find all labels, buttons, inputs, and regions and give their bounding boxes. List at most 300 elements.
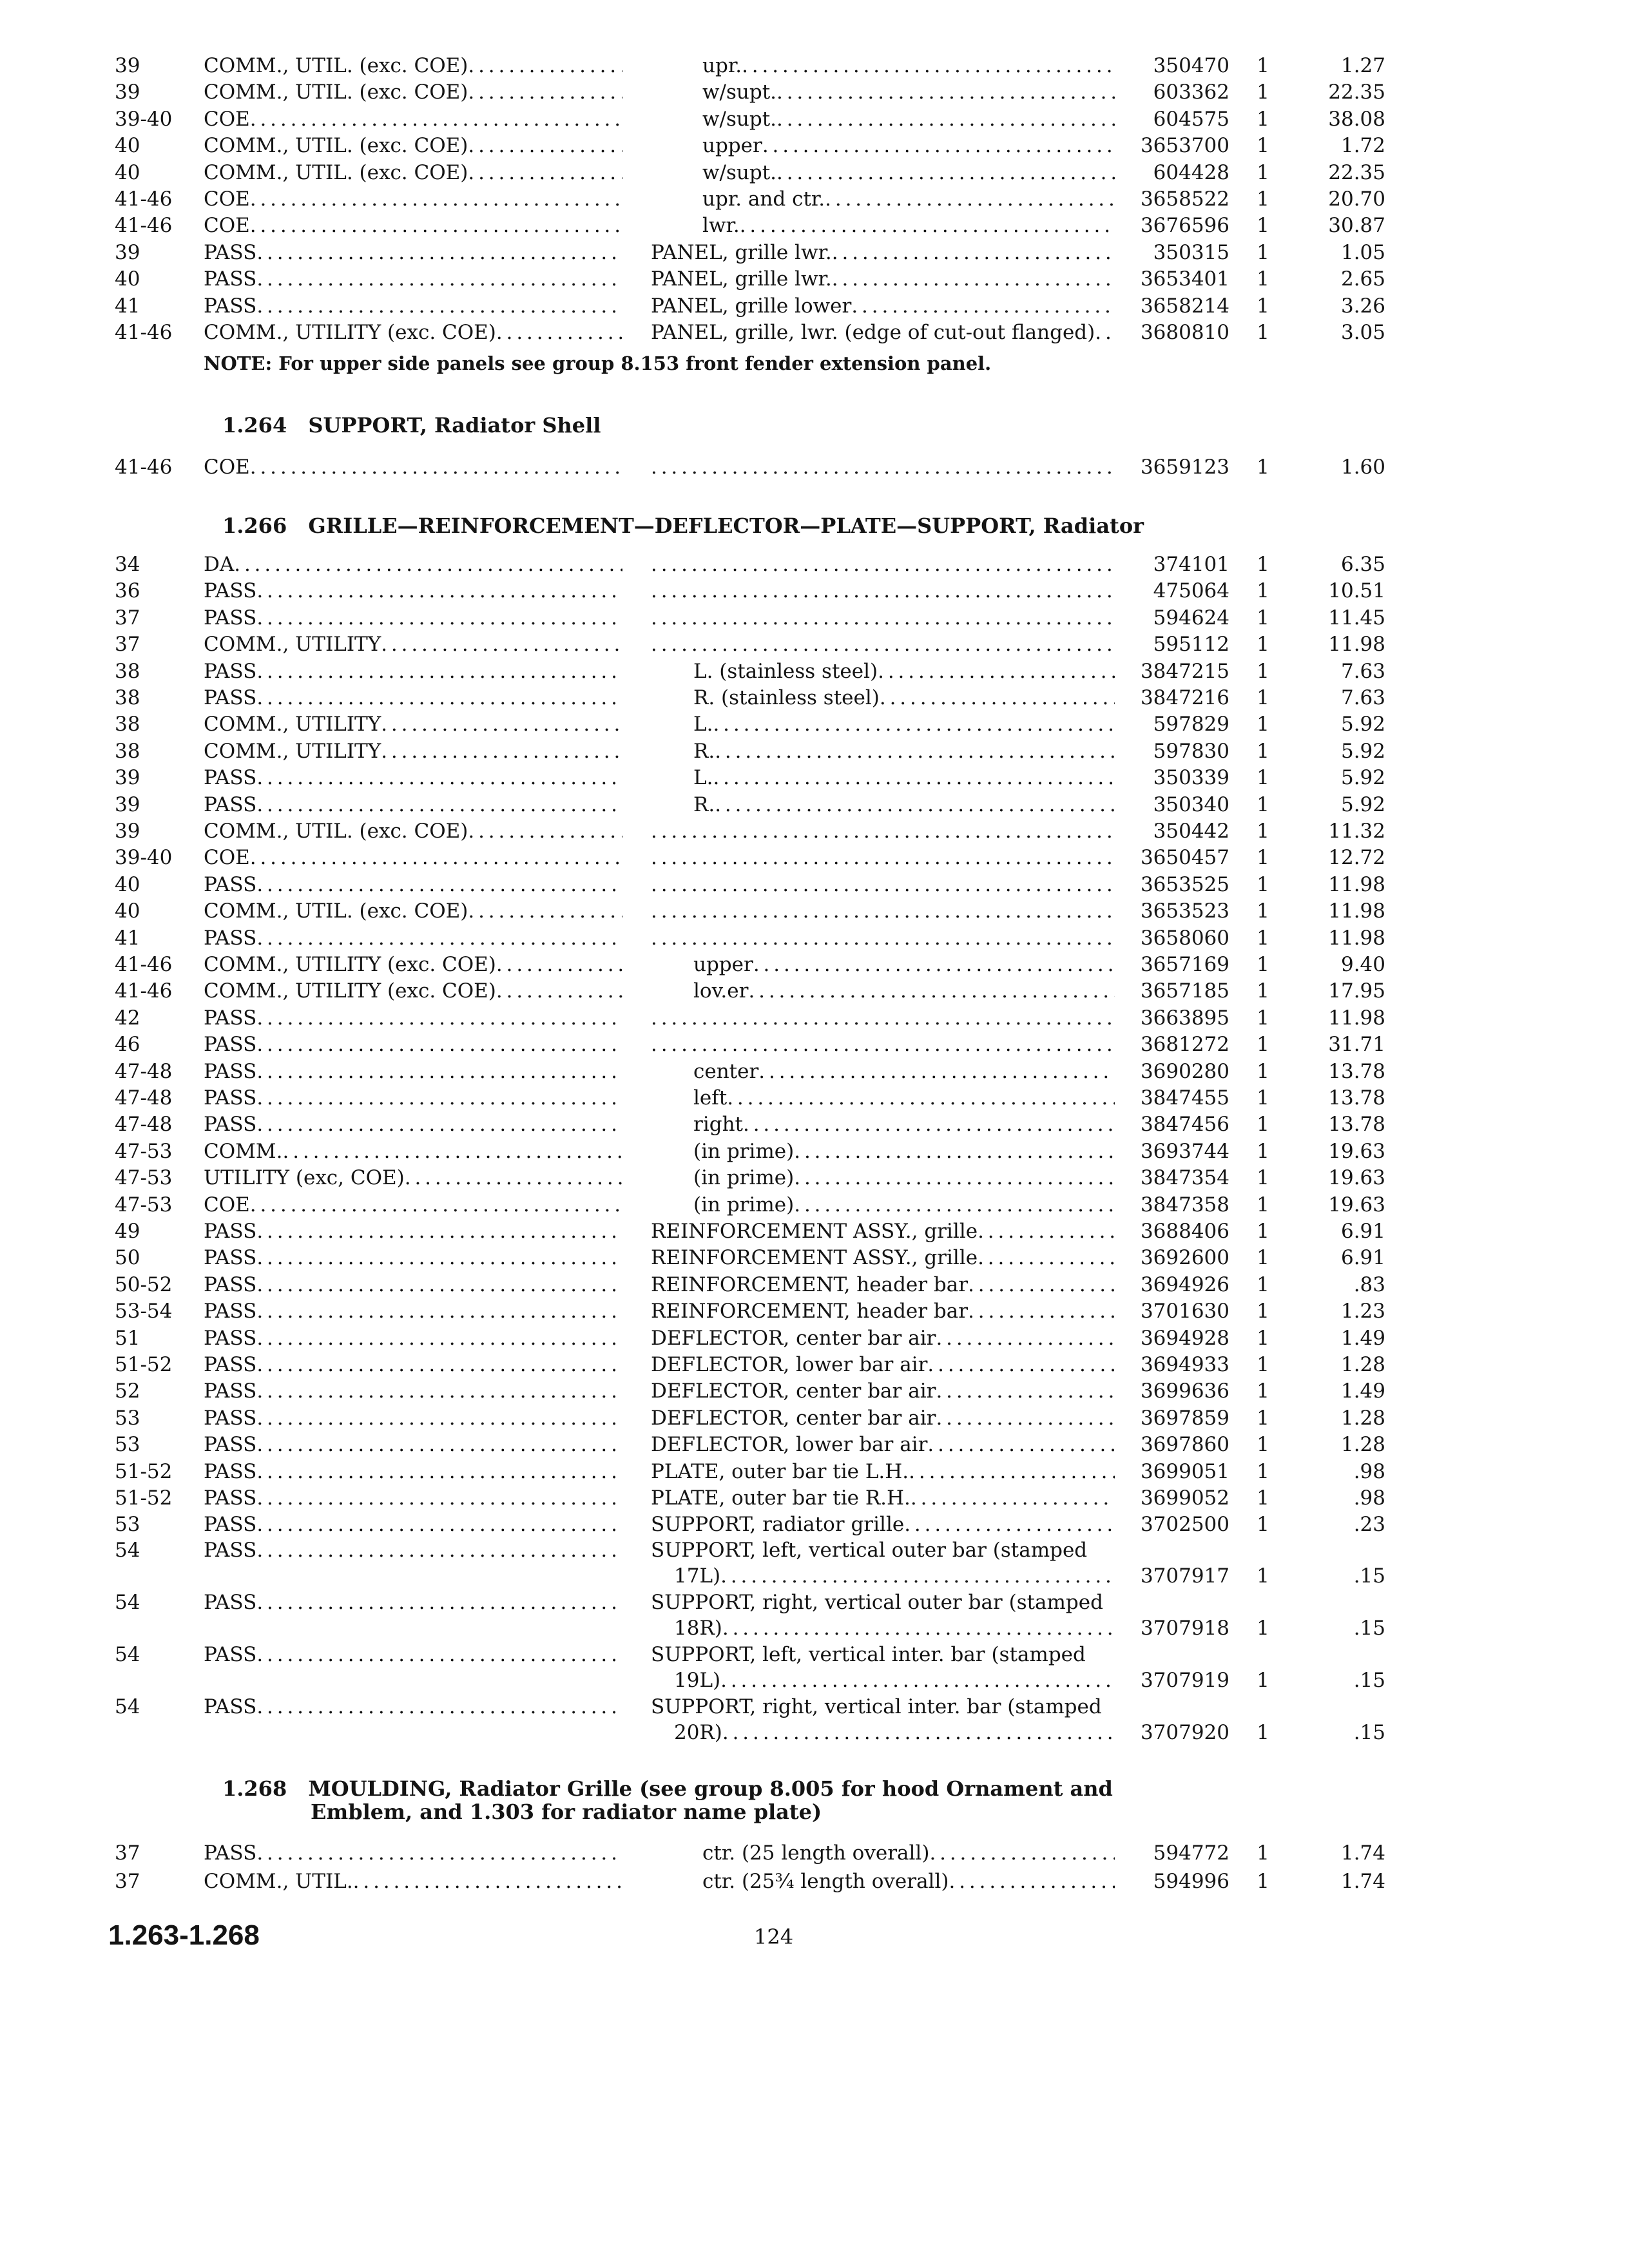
description-cell — [651, 1272, 1115, 1298]
quantity-cell: 1 — [1257, 1326, 1269, 1350]
price-cell: 20.70 — [1328, 187, 1385, 211]
description-cell-text: R. — [693, 739, 715, 763]
model-cell-text: COMM., UTIL. (exc. COE) — [204, 899, 468, 923]
part-number-cell: 3657169 — [1140, 953, 1229, 976]
model-cell — [204, 1245, 622, 1271]
description-cell — [651, 872, 1115, 898]
parts-row — [0, 213, 1629, 238]
parts-row — [0, 1642, 1629, 1693]
parts-row — [0, 1085, 1629, 1111]
year-cell: 51-52 — [115, 1353, 173, 1376]
quantity-cell: 1 — [1257, 953, 1269, 976]
description-cell-text: DEFLECTOR, lower bar air — [651, 1433, 928, 1457]
description-cell — [651, 1192, 1115, 1218]
part-number-cell: 3707918 — [1140, 1617, 1229, 1640]
quantity-cell: 1 — [1257, 659, 1269, 683]
year-cell: 54 — [115, 1695, 140, 1718]
price-cell: 38.08 — [1328, 107, 1385, 131]
model-cell — [204, 106, 622, 132]
parts-row — [0, 1869, 1629, 1894]
model-cell — [204, 1512, 622, 1537]
parts-row — [0, 106, 1629, 132]
year-cell: 52 — [115, 1379, 140, 1403]
model-cell-text: PASS — [204, 1326, 257, 1350]
part-number-cell: 350340 — [1153, 793, 1229, 816]
part-number-cell: 3680810 — [1140, 321, 1229, 344]
model-cell-text: PASS — [204, 1459, 257, 1483]
parts-row — [0, 1111, 1629, 1137]
part-number-cell: 3847215 — [1140, 659, 1229, 683]
description-line-2 — [651, 1563, 1115, 1589]
parts-row — [0, 845, 1629, 870]
model-cell — [204, 1165, 622, 1191]
model-cell-text: PASS — [204, 579, 257, 603]
description-cell-text: REINFORCEMENT, header bar — [651, 1300, 969, 1323]
quantity-cell: 1 — [1257, 1870, 1269, 1893]
price-cell: 5.92 — [1340, 793, 1385, 816]
quantity-cell: 1 — [1257, 1113, 1269, 1137]
quantity-cell: 1 — [1257, 1841, 1269, 1865]
parts-row — [0, 1005, 1629, 1031]
parts-row — [0, 1694, 1629, 1745]
price-cell: 6.35 — [1340, 553, 1385, 576]
model-cell — [204, 1192, 622, 1218]
description-cell-text: PLATE, outer bar tie R.H. — [651, 1486, 911, 1510]
model-cell — [204, 765, 622, 791]
year-cell: 38 — [115, 713, 140, 736]
parts-row — [0, 1325, 1629, 1351]
model-cell — [204, 1325, 622, 1351]
description-cell-text: L. — [693, 713, 713, 736]
year-cell: 53 — [115, 1406, 140, 1430]
year-cell: 40 — [115, 899, 140, 923]
section-number: 1.268 — [222, 1776, 287, 1801]
part-number-cell: 350339 — [1153, 766, 1229, 790]
description-cell — [651, 1694, 1115, 1745]
year-cell: 47-53 — [115, 1166, 173, 1190]
part-number-cell: 3657185 — [1140, 979, 1229, 1003]
price-cell: 1.74 — [1340, 1841, 1385, 1865]
description-cell — [651, 1085, 1115, 1111]
price-cell: 30.87 — [1328, 214, 1385, 238]
description-cell — [651, 133, 1115, 159]
quantity-cell: 1 — [1257, 1139, 1269, 1163]
part-number-cell: 604575 — [1153, 107, 1229, 131]
year-cell: 46 — [115, 1033, 140, 1057]
quantity-cell: 1 — [1257, 134, 1269, 158]
price-cell: 11.32 — [1328, 820, 1385, 843]
description-cell — [651, 1840, 1115, 1866]
quantity-cell: 1 — [1257, 1564, 1269, 1588]
year-cell: 41-46 — [115, 321, 173, 344]
part-number-cell: 3693744 — [1140, 1139, 1229, 1163]
description-cell-text: upper — [693, 953, 753, 976]
part-number-cell: 3707917 — [1140, 1564, 1229, 1588]
description-cell-text: (in prime) — [693, 1139, 795, 1163]
quantity-cell: 1 — [1257, 1273, 1269, 1296]
model-cell — [204, 240, 622, 265]
description-cell-text: R. (stainless steel) — [693, 686, 880, 709]
price-cell: 10.51 — [1328, 579, 1385, 603]
parts-row — [0, 160, 1629, 186]
year-cell: 50 — [115, 1246, 140, 1270]
year-cell: 50-52 — [115, 1273, 173, 1296]
part-number-cell: 3688406 — [1140, 1220, 1229, 1243]
year-cell: 49 — [115, 1220, 140, 1243]
year-cell: 54 — [115, 1643, 140, 1666]
price-cell: 22.35 — [1328, 160, 1385, 184]
model-cell — [204, 658, 622, 684]
description-cell-text: L. (stainless steel) — [693, 659, 878, 683]
quantity-cell: 1 — [1257, 899, 1269, 923]
description-cell-text: left — [693, 1086, 728, 1110]
model-cell — [204, 293, 622, 319]
description-cell — [651, 658, 1115, 684]
part-number-cell: 3653401 — [1140, 267, 1229, 291]
model-cell-text: COE — [204, 214, 250, 238]
part-number-cell: 3847354 — [1140, 1166, 1229, 1190]
parts-row — [0, 1245, 1629, 1271]
parts-row — [0, 1272, 1629, 1298]
price-cell: 3.26 — [1340, 294, 1385, 318]
description-cell — [651, 79, 1115, 105]
model-cell-text: PASS — [204, 1486, 257, 1510]
model-cell — [204, 898, 622, 924]
quantity-cell: 1 — [1257, 1459, 1269, 1483]
description-cell-text: ctr. (25¾ length overall) — [702, 1870, 949, 1893]
year-cell: 38 — [115, 686, 140, 709]
model-cell-text: PASS — [204, 1841, 257, 1865]
price-cell: 22.35 — [1328, 81, 1385, 104]
model-cell — [204, 1352, 622, 1378]
description-cell-text: w/supt. — [702, 107, 777, 131]
quantity-cell: 1 — [1257, 1246, 1269, 1270]
quantity-cell: 1 — [1257, 1220, 1269, 1243]
part-number-cell: 3847358 — [1140, 1193, 1229, 1216]
quantity-cell: 1 — [1257, 1669, 1269, 1692]
description-cell-text: right — [693, 1113, 744, 1137]
quantity-cell: 1 — [1257, 240, 1269, 264]
part-number-cell: 3707919 — [1140, 1669, 1229, 1692]
model-cell-text: PASS — [204, 1513, 257, 1537]
year-cell: 38 — [115, 659, 140, 683]
description-cell-text: lwr. — [702, 214, 740, 238]
quantity-cell: 1 — [1257, 214, 1269, 238]
price-cell: 5.92 — [1340, 713, 1385, 736]
parts-row — [0, 605, 1629, 631]
part-number-cell: 3699051 — [1140, 1459, 1229, 1483]
model-cell-text: COMM., UTILITY (exc. COE) — [204, 321, 496, 344]
description-cell — [651, 1512, 1115, 1537]
part-number-cell: 3694926 — [1140, 1273, 1229, 1296]
quantity-cell: 1 — [1257, 81, 1269, 104]
part-number-cell: 374101 — [1153, 553, 1229, 576]
quantity-cell: 1 — [1257, 1433, 1269, 1457]
model-cell — [204, 133, 622, 159]
parts-row — [0, 898, 1629, 924]
parts-row — [0, 1032, 1629, 1057]
model-cell-text: PASS — [204, 766, 257, 790]
year-cell: 39 — [115, 793, 140, 816]
model-cell — [204, 552, 622, 577]
part-number-cell: 597829 — [1153, 713, 1229, 736]
year-cell: 47-48 — [115, 1113, 173, 1137]
model-cell — [204, 1590, 622, 1615]
price-cell: 5.92 — [1340, 739, 1385, 763]
parts-row — [0, 872, 1629, 898]
description-cell — [651, 1405, 1115, 1431]
model-cell-text: COMM., UTIL. (exc. COE) — [204, 54, 468, 77]
year-cell: 47-53 — [115, 1139, 173, 1163]
parts-row — [0, 1590, 1629, 1641]
parts-row — [0, 1378, 1629, 1404]
parts-row — [0, 240, 1629, 265]
model-cell — [204, 1059, 622, 1084]
parts-row — [0, 293, 1629, 319]
section-title: SUPPORT, Radiator Shell — [308, 413, 601, 437]
parts-row — [0, 186, 1629, 212]
part-number-cell: 594772 — [1153, 1841, 1229, 1865]
parts-row — [0, 818, 1629, 844]
section-note: NOTE: For upper side panels see group 8.153 front fender extension panel. — [204, 352, 992, 374]
model-cell-text: PASS — [204, 1033, 257, 1057]
part-number-cell: 3658214 — [1140, 294, 1229, 318]
quantity-cell: 1 — [1257, 1300, 1269, 1323]
price-cell: 11.98 — [1328, 872, 1385, 896]
part-number-cell: 3658522 — [1140, 187, 1229, 211]
year-cell: 41 — [115, 926, 140, 950]
model-cell-text: PASS — [204, 1379, 257, 1403]
model-cell — [204, 1272, 622, 1298]
section-title: MOULDING, Radiator Grille (see group 8.005 for hood Ornament and — [308, 1776, 1113, 1801]
price-cell: .15 — [1353, 1617, 1385, 1640]
description-cell — [651, 711, 1115, 737]
parts-row — [0, 711, 1629, 737]
section-number: 1.264 — [222, 413, 287, 437]
part-number-cell: 3690280 — [1140, 1059, 1229, 1083]
quantity-cell: 1 — [1257, 846, 1269, 870]
parts-row — [0, 925, 1629, 951]
description-line-2-text: 17L) — [674, 1564, 721, 1588]
section-title: GRILLE—REINFORCEMENT—DEFLECTOR—PLATE—SUPPORT, Radiator — [308, 514, 1144, 538]
description-cell — [651, 1059, 1115, 1084]
model-cell — [204, 1485, 622, 1511]
price-cell: 9.40 — [1340, 953, 1385, 976]
price-cell: 1.72 — [1340, 134, 1385, 158]
price-cell: 1.28 — [1340, 1433, 1385, 1457]
part-number-cell: 475064 — [1153, 579, 1229, 603]
model-cell-text: PASS — [204, 1539, 257, 1562]
description-cell — [651, 1642, 1115, 1693]
description-cell — [651, 1590, 1115, 1641]
price-cell: 1.28 — [1340, 1353, 1385, 1376]
model-cell — [204, 1218, 622, 1244]
description-cell — [651, 1352, 1115, 1378]
model-cell-text: COE — [204, 1193, 250, 1216]
model-cell-text: PASS — [204, 1059, 257, 1083]
description-cell — [651, 631, 1115, 657]
model-cell-text: PASS — [204, 926, 257, 950]
price-cell: 1.27 — [1340, 54, 1385, 77]
part-number-cell: 3697859 — [1140, 1406, 1229, 1430]
part-number-cell: 3653700 — [1140, 134, 1229, 158]
parts-row — [0, 79, 1629, 105]
parts-row — [0, 952, 1629, 977]
quantity-cell: 1 — [1257, 1617, 1269, 1640]
price-cell: 11.98 — [1328, 899, 1385, 923]
description-line-1: SUPPORT, right, vertical inter. bar (stamped — [651, 1695, 1102, 1718]
description-cell — [651, 106, 1115, 132]
description-cell-text: DEFLECTOR, center bar air — [651, 1379, 936, 1403]
parts-row — [0, 1165, 1629, 1191]
quantity-cell: 1 — [1257, 1006, 1269, 1030]
model-cell-text: PASS — [204, 793, 257, 816]
description-cell-text: PANEL, grille, lwr. (edge of cut-out flanged) — [651, 321, 1095, 344]
model-cell-text: COMM. — [204, 1139, 283, 1163]
description-cell — [651, 160, 1115, 186]
model-cell-text: PASS — [204, 1220, 257, 1243]
description-cell — [651, 1245, 1115, 1271]
parts-row — [0, 552, 1629, 577]
model-cell — [204, 738, 622, 764]
description-cell — [651, 1111, 1115, 1137]
model-cell — [204, 1032, 622, 1057]
year-cell: 47-53 — [115, 1193, 173, 1216]
quantity-cell: 1 — [1257, 606, 1269, 629]
year-cell: 51-52 — [115, 1459, 173, 1483]
quantity-cell: 1 — [1257, 766, 1269, 790]
description-cell — [651, 1325, 1115, 1351]
year-cell: 53-54 — [115, 1300, 173, 1323]
model-cell-text: COMM., UTIL. — [204, 1870, 353, 1893]
description-cell — [651, 1432, 1115, 1457]
model-cell-text: COMM., UTILITY — [204, 633, 381, 657]
part-number-cell: 3676596 — [1140, 214, 1229, 238]
model-cell-text: PASS — [204, 1433, 257, 1457]
description-cell-text: DEFLECTOR, center bar air — [651, 1406, 936, 1430]
model-cell — [204, 845, 622, 870]
price-cell: .15 — [1353, 1721, 1385, 1744]
description-cell — [651, 952, 1115, 977]
model-cell — [204, 1459, 622, 1485]
model-cell-text: PASS — [204, 606, 257, 629]
model-cell-text: COE — [204, 107, 250, 131]
model-cell — [204, 160, 622, 186]
description-cell — [651, 293, 1115, 319]
parts-row — [0, 631, 1629, 657]
quantity-cell: 1 — [1257, 713, 1269, 736]
model-cell — [204, 1537, 622, 1563]
description-cell-text: w/supt. — [702, 81, 777, 104]
model-cell-text: PASS — [204, 1300, 257, 1323]
model-cell-text: COMM., UTIL. (exc. COE) — [204, 81, 468, 104]
description-line-2-text: 18R) — [674, 1617, 722, 1640]
price-cell: 7.63 — [1340, 686, 1385, 709]
part-number-cell: 3707920 — [1140, 1721, 1229, 1744]
model-cell — [204, 320, 622, 345]
part-number-cell: 350442 — [1153, 820, 1229, 843]
quantity-cell: 1 — [1257, 1721, 1269, 1744]
quantity-cell: 1 — [1257, 739, 1269, 763]
year-cell: 39 — [115, 81, 140, 104]
price-cell: 7.63 — [1340, 659, 1385, 683]
year-cell: 37 — [115, 606, 140, 629]
description-line-2 — [651, 1615, 1115, 1641]
quantity-cell: 1 — [1257, 1513, 1269, 1537]
part-number-cell: 594624 — [1153, 606, 1229, 629]
model-cell-text: COMM., UTIL. (exc. COE) — [204, 160, 468, 184]
year-cell: 51-52 — [115, 1486, 173, 1510]
price-cell: 12.72 — [1328, 846, 1385, 870]
description-line-2-text: 19L) — [674, 1669, 721, 1692]
model-cell — [204, 1298, 622, 1324]
year-cell: 41-46 — [115, 214, 173, 238]
model-cell — [204, 1694, 622, 1720]
parts-row — [0, 53, 1629, 79]
description-cell-text: PANEL, grille lwr. — [651, 240, 832, 264]
description-cell — [651, 240, 1115, 265]
model-cell — [204, 79, 622, 105]
price-cell: 6.91 — [1340, 1246, 1385, 1270]
year-cell: 47-48 — [115, 1086, 173, 1110]
parts-row — [0, 1459, 1629, 1485]
quantity-cell: 1 — [1257, 979, 1269, 1003]
price-cell: 1.60 — [1340, 456, 1385, 479]
quantity-cell: 1 — [1257, 187, 1269, 211]
parts-row — [0, 1840, 1629, 1866]
year-cell: 39-40 — [115, 846, 173, 870]
price-cell: 1.49 — [1340, 1379, 1385, 1403]
price-cell: 1.28 — [1340, 1406, 1385, 1430]
description-cell — [651, 552, 1115, 577]
section-title-cont: Emblem, and 1.303 for radiator name plate) — [311, 1800, 822, 1824]
description-cell — [651, 186, 1115, 212]
model-cell-text: COE — [204, 456, 250, 479]
part-number-cell: 595112 — [1153, 633, 1229, 657]
model-cell — [204, 818, 622, 844]
model-cell-text: COMM., UTILITY (exc. COE) — [204, 953, 496, 976]
part-number-cell: 3847216 — [1140, 686, 1229, 709]
parts-row — [0, 658, 1629, 684]
parts-row — [0, 1192, 1629, 1218]
description-cell — [651, 266, 1115, 292]
price-cell: 11.45 — [1328, 606, 1385, 629]
description-cell — [651, 213, 1115, 238]
model-cell — [204, 872, 622, 898]
description-cell-text: (in prime) — [693, 1193, 795, 1216]
year-cell: 41-46 — [115, 456, 173, 479]
model-cell — [204, 685, 622, 711]
description-cell — [651, 765, 1115, 791]
part-number-cell: 3681272 — [1140, 1033, 1229, 1057]
model-cell-text: PASS — [204, 1695, 257, 1718]
description-cell-text: upr. — [702, 54, 742, 77]
parts-row — [0, 765, 1629, 791]
year-cell: 39 — [115, 766, 140, 790]
price-cell: 19.63 — [1328, 1139, 1385, 1163]
year-cell: 54 — [115, 1539, 140, 1562]
price-cell: .23 — [1353, 1513, 1385, 1537]
part-number-cell: 3653523 — [1140, 899, 1229, 923]
description-line-2-text: 20R) — [674, 1721, 722, 1744]
description-cell — [651, 1537, 1115, 1589]
price-cell: .83 — [1353, 1273, 1385, 1296]
description-cell-text: (in prime) — [693, 1166, 795, 1190]
model-cell-text: PASS — [204, 267, 257, 291]
model-cell-text: PASS — [204, 1246, 257, 1270]
parts-row — [0, 1512, 1629, 1537]
model-cell-text: PASS — [204, 1113, 257, 1137]
